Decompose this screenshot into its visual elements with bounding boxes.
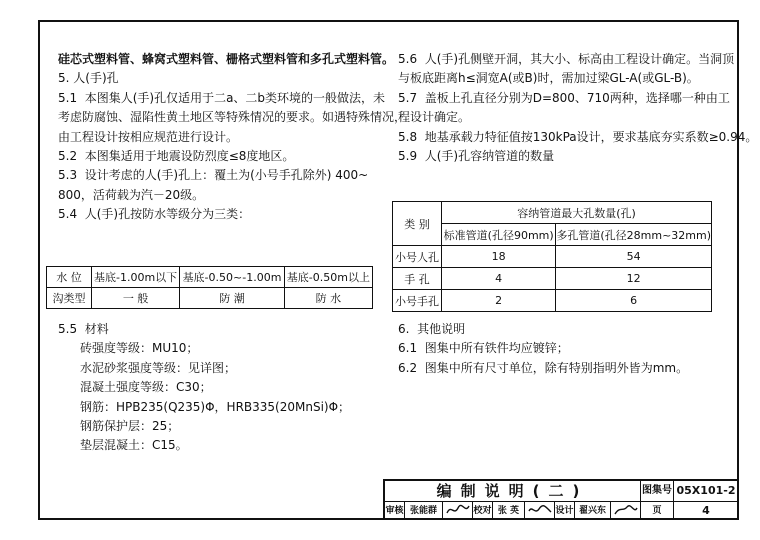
table-row xyxy=(393,290,712,312)
table-cell: 基底-1.00m以下 xyxy=(92,267,180,288)
table-cell: 6 xyxy=(556,290,712,312)
text-line: 5.4 人(手)孔按防水等级分为三类： xyxy=(58,207,251,222)
designer-name: 翟兴东 xyxy=(575,502,611,520)
atlas-label: 图集号 xyxy=(641,481,674,501)
table-cell: 沟类型 xyxy=(47,288,92,309)
table-cell: 容纳管道最大孔数量(孔) xyxy=(442,202,712,224)
text-line: 800，活荷载为汽－20级。 xyxy=(58,187,205,202)
table-cell: 水 位 xyxy=(47,267,92,288)
table-row xyxy=(47,267,373,288)
table-cell: 小号人孔 xyxy=(393,246,442,268)
table-cell: 18 xyxy=(442,246,556,268)
text-line: 5.2 本图集适用于地震设防烈度≤8度地区。 xyxy=(58,149,295,164)
table-row xyxy=(393,246,712,268)
table-cell: 标准管道(孔径90mm) xyxy=(442,224,556,246)
pipe-capacity-table xyxy=(392,201,712,312)
text-line: 程设计确定。 xyxy=(398,110,471,125)
table-cell: 基底-0.50m以上 xyxy=(284,267,372,288)
table-cell: 4 xyxy=(442,268,556,290)
table-cell: 2 xyxy=(442,290,556,312)
table-cell: 一 般 xyxy=(92,288,180,309)
text-line: 5.8 地基承载力特征值按130kPa设计，要求基底夯实系数≥0.94。 xyxy=(398,129,758,144)
table-cell: 多孔管道(孔径28mm~32mm) xyxy=(556,224,712,246)
table-cell: 基底-0.50~-1.00m xyxy=(180,267,285,288)
waterproof-table xyxy=(46,266,373,309)
text-line: 混凝土强度等级：C30； xyxy=(80,380,212,395)
table-cell: 类 别 xyxy=(393,202,442,246)
text-line: 5.7 盖板上孔直径分别为D=800、710两种，选择哪一种由工 xyxy=(398,90,730,105)
title-block-row xyxy=(385,481,739,502)
text-line: 钢筋：HPB235(Q235)Φ，HRB335(20MnSi)Φ； xyxy=(80,399,351,414)
table-cell: 小号手孔 xyxy=(393,290,442,312)
page-number: 4 xyxy=(702,504,710,517)
left-column xyxy=(58,50,407,225)
signature-icon xyxy=(526,502,554,518)
text-line: 5.1 本图集人(手)孔仅适用于二a、二b类环境的一般做法，未 xyxy=(58,90,386,105)
title-block xyxy=(383,479,739,520)
atlas-number: 05X101-2 xyxy=(676,484,736,497)
text-line: 垫层混凝土：C15。 xyxy=(80,438,188,453)
check-label: 校对 xyxy=(473,502,493,520)
text-line: 5.9 人(手)孔容纳管道的数量 xyxy=(398,149,555,164)
checker-signature xyxy=(525,502,555,520)
section-heading: 6. 其他说明 xyxy=(398,322,466,336)
text-line: 6.2 图集中所有尺寸单位，除有特别指明外皆为mm。 xyxy=(398,360,689,375)
text-line: 5.6 人(手)孔侧壁开洞，其大小、标高由工程设计确定。当洞顶 xyxy=(398,52,735,66)
text-line: 考虑防腐蚀、湿陷性黄土地区等特殊情况的要求。如遇特殊情况， xyxy=(58,110,407,125)
text-line: 6.1 图集中所有铁件均应镀锌； xyxy=(398,341,569,356)
reviewer-signature xyxy=(443,502,473,520)
other-notes-section xyxy=(398,320,728,378)
review-label: 审核 xyxy=(385,502,405,520)
materials-section xyxy=(58,320,373,456)
text-line: 硅芯式塑料管、蜂窝式塑料管、栅格式塑料管和多孔式塑料管。 xyxy=(58,52,395,66)
reviewer-name: 张能群 xyxy=(405,502,443,520)
checker-name: 张 英 xyxy=(493,502,525,520)
table-cell: 手 孔 xyxy=(393,268,442,290)
designer-signature xyxy=(611,502,641,520)
table-cell: 54 xyxy=(556,246,712,268)
text-line: 由工程设计按相应规范进行设计。 xyxy=(58,129,239,144)
table-row xyxy=(393,268,712,290)
text-line: 5.3 设计考虑的人(手)孔上：覆土为(小号手孔除外) 400~ xyxy=(58,168,369,183)
drawing-title: 编制说明(二) xyxy=(385,481,641,501)
table-row xyxy=(393,202,712,224)
text-line: 砖强度等级：MU10； xyxy=(80,341,199,356)
table-cell: 防 水 xyxy=(284,288,372,309)
page-label: 页 xyxy=(641,502,674,520)
text-line: 与板底距离h≤洞宽A(或B)时，需加过梁GL-A(或GL-B)。 xyxy=(398,71,699,86)
title-block-row xyxy=(385,502,739,520)
right-column xyxy=(398,50,758,166)
signature-icon xyxy=(444,502,472,518)
table-cell: 防 潮 xyxy=(180,288,285,309)
text-line: 钢筋保护层：25； xyxy=(80,419,180,434)
design-label: 设计 xyxy=(555,502,575,520)
section-heading: 5. 人(手)孔 xyxy=(58,71,119,86)
table-cell: 12 xyxy=(556,268,712,290)
table-row xyxy=(47,288,373,309)
text-line: 水泥砂浆强度等级：见详图； xyxy=(80,360,237,375)
signature-icon xyxy=(612,502,640,518)
section-heading: 5.5 材料 xyxy=(58,322,109,336)
